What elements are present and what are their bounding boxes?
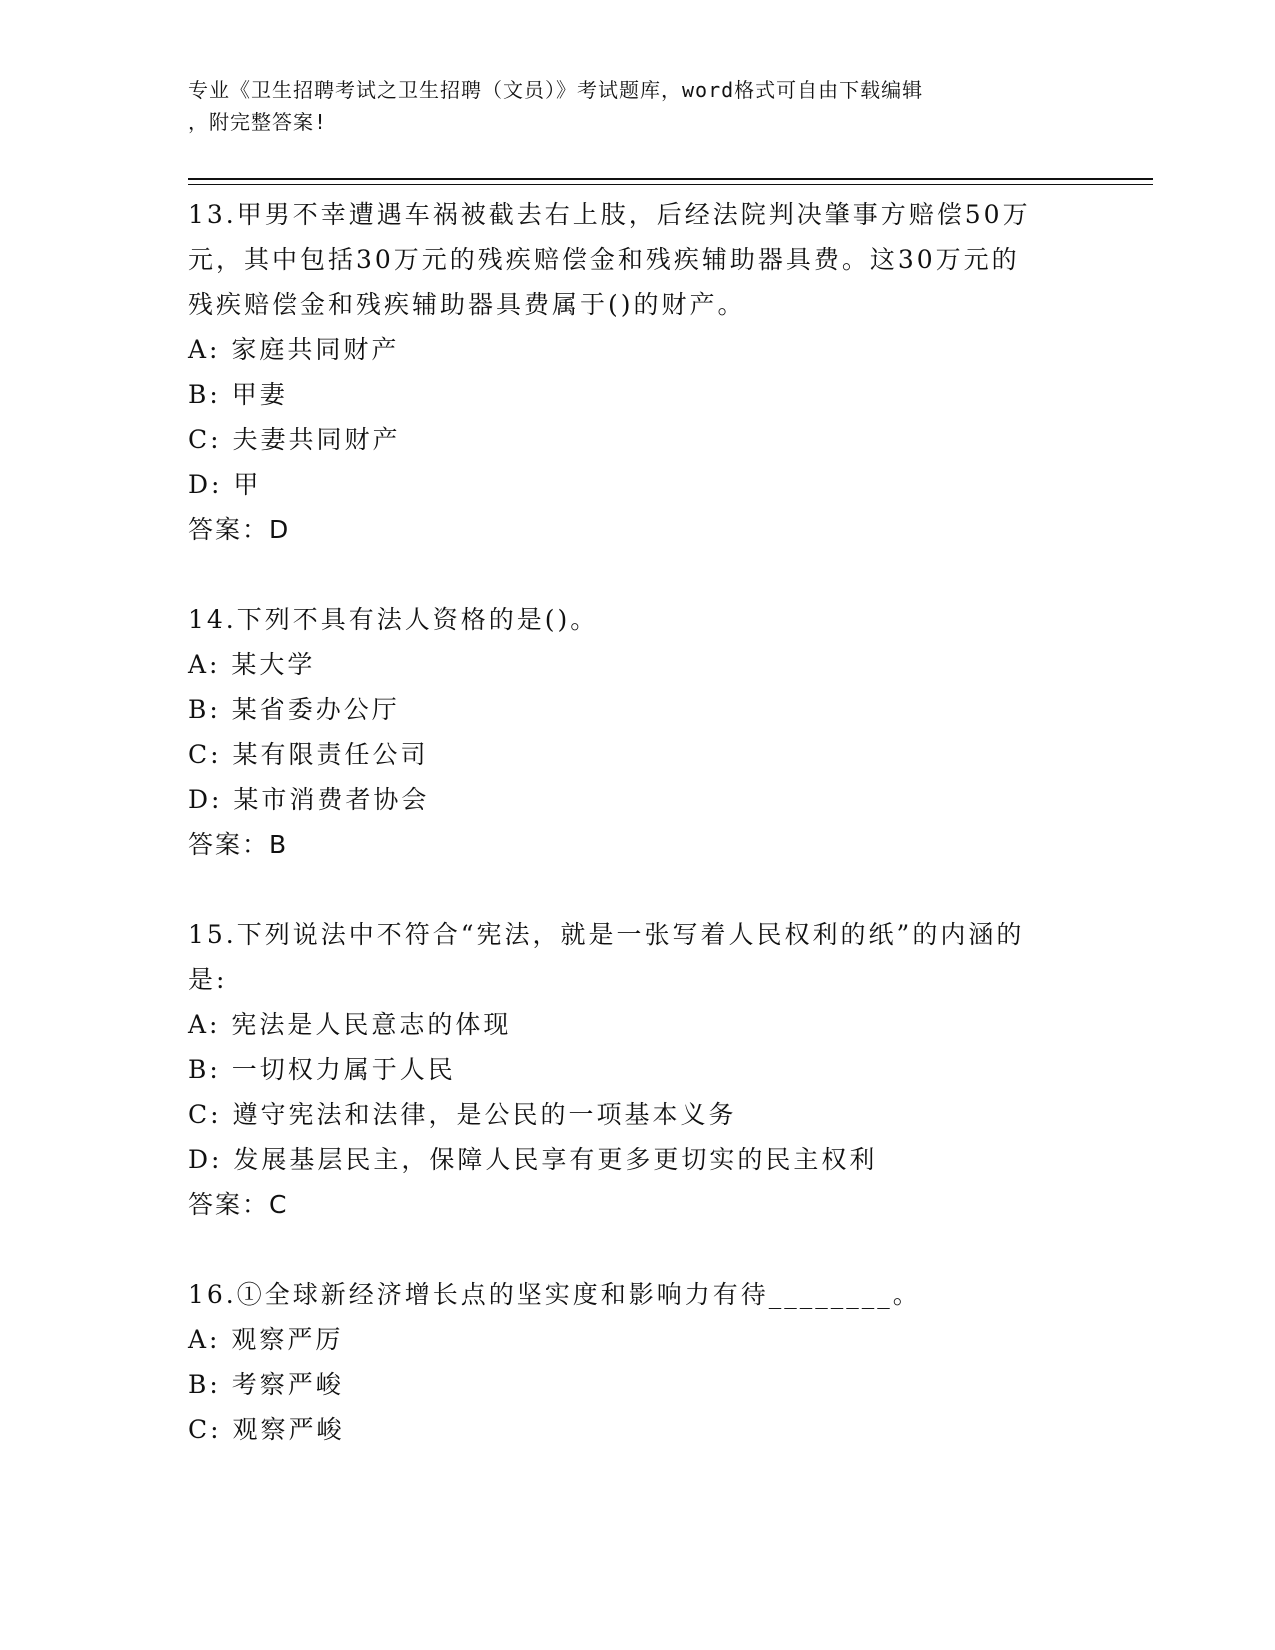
header-line-1: 专业《卫生招聘考试之卫生招聘（文员）》考试题库，word格式可自由下载编辑 <box>188 78 924 102</box>
header-divider-thin <box>188 184 1153 185</box>
question-stem-line: 16.①全球新经济增长点的坚实度和影响力有待________。 <box>188 1280 921 1309</box>
option-d: D: 发展基层民主，保障人民享有更多更切实的民主权利 <box>188 1145 878 1174</box>
option-c: C: 某有限责任公司 <box>188 740 429 769</box>
option-a: A: 宪法是人民意志的体现 <box>188 1010 512 1039</box>
option-b: B: 一切权力属于人民 <box>188 1055 456 1084</box>
answer: 答案：B <box>188 830 289 859</box>
answer: 答案：C <box>188 1190 289 1219</box>
option-b: B: 某省委办公厅 <box>188 695 400 724</box>
document-header <box>188 74 1068 138</box>
question-stem-line: 15.下列说法中不符合“宪法，就是一张写着人民权利的纸”的内涵的 <box>188 920 1025 949</box>
question-13 <box>188 192 1088 552</box>
question-list <box>188 192 1088 1452</box>
option-a: A: 某大学 <box>188 650 316 679</box>
question-spacer <box>188 552 1088 597</box>
question-15 <box>188 912 1088 1227</box>
option-d: D: 甲 <box>188 470 262 499</box>
option-a: A: 观察严厉 <box>188 1325 344 1354</box>
option-d: D: 某市消费者协会 <box>188 785 430 814</box>
option-c: C: 遵守宪法和法律，是公民的一项基本义务 <box>188 1100 737 1129</box>
option-c: C: 夫妻共同财产 <box>188 425 401 454</box>
question-stem-line: 14.下列不具有法人资格的是()。 <box>188 605 599 634</box>
question-stem-line: 残疾赔偿金和残疾辅助器具费属于()的财产。 <box>188 290 746 319</box>
question-spacer <box>188 1227 1088 1272</box>
option-b: B: 考察严峻 <box>188 1370 344 1399</box>
question-stem-line: 元，其中包括30万元的残疾赔偿金和残疾辅助器具费。这30万元的 <box>188 245 1020 274</box>
question-16 <box>188 1272 1088 1452</box>
question-stem-line: 13.甲男不幸遭遇车祸被截去右上肢，后经法院判决肇事方赔偿50万 <box>188 200 1031 229</box>
header-divider-thick <box>188 178 1153 180</box>
question-14 <box>188 597 1088 867</box>
header-line-2: ，附完整答案! <box>188 110 328 134</box>
question-spacer <box>188 867 1088 912</box>
option-c: C: 观察严峻 <box>188 1415 345 1444</box>
answer: 答案：D <box>188 515 291 544</box>
option-b: B: 甲妻 <box>188 380 288 409</box>
option-a: A: 家庭共同财产 <box>188 335 400 364</box>
question-stem-line: 是: <box>188 965 228 994</box>
